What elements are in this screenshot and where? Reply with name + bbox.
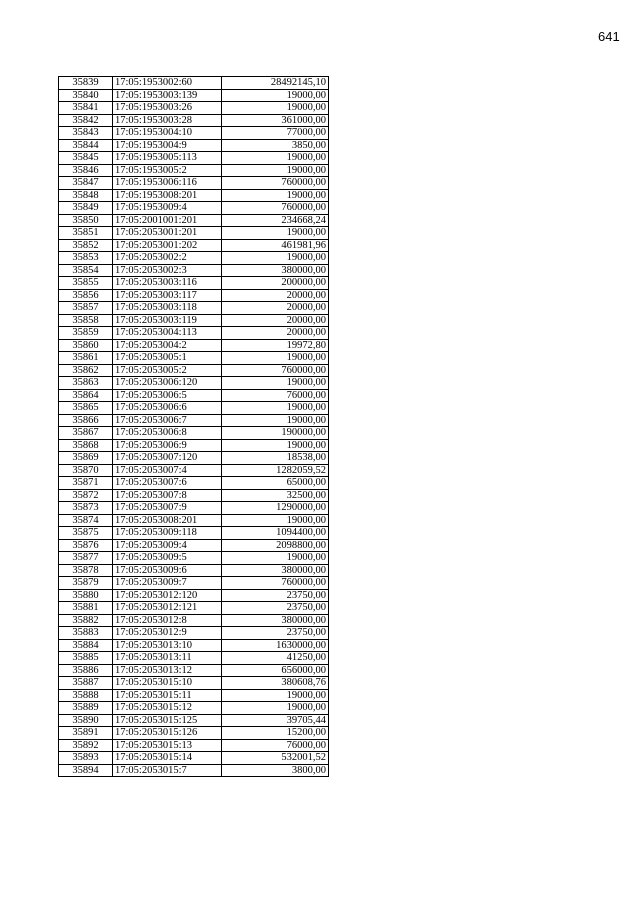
table-row: [59, 352, 329, 365]
cadastral-code-cell: 17:05:2053003:116: [113, 277, 222, 290]
row-number-cell: 35868: [59, 439, 113, 452]
table-row: [59, 614, 329, 627]
row-number-cell: 35870: [59, 464, 113, 477]
cadastral-code-cell: 17:05:1953004:9: [113, 139, 222, 152]
table-row: [59, 139, 329, 152]
table-row: [59, 227, 329, 240]
table-row: [59, 402, 329, 415]
row-number-cell: 35853: [59, 252, 113, 265]
table-row: [59, 214, 329, 227]
amount-cell: 1630000,00: [222, 639, 329, 652]
amount-cell: 2098800,00: [222, 539, 329, 552]
cadastral-code-cell: 17:05:2053009:7: [113, 577, 222, 590]
cadastral-code-cell: 17:05:1953003:28: [113, 114, 222, 127]
cadastral-code-cell: 17:05:1953006:116: [113, 177, 222, 190]
amount-cell: 19000,00: [222, 164, 329, 177]
cadastral-code-cell: 17:05:2053015:12: [113, 702, 222, 715]
row-number-cell: 35859: [59, 327, 113, 340]
amount-cell: 19000,00: [222, 352, 329, 365]
cadastral-code-cell: 17:05:2053009:6: [113, 564, 222, 577]
cadastral-code-cell: 17:05:2053002:2: [113, 252, 222, 265]
table-row: [59, 114, 329, 127]
amount-cell: 656000,00: [222, 664, 329, 677]
table-row: [59, 89, 329, 102]
amount-cell: 190000,00: [222, 427, 329, 440]
amount-cell: 20000,00: [222, 302, 329, 315]
cadastral-code-cell: 17:05:2053006:120: [113, 377, 222, 390]
row-number-cell: 35893: [59, 752, 113, 765]
table-row: [59, 427, 329, 440]
row-number-cell: 35874: [59, 514, 113, 527]
cadastral-code-cell: 17:05:2053005:1: [113, 352, 222, 365]
row-number-cell: 35871: [59, 477, 113, 490]
cadastral-code-cell: 17:05:1953005:113: [113, 152, 222, 165]
amount-cell: 77000,00: [222, 127, 329, 140]
cadastral-code-cell: 17:05:2053003:119: [113, 314, 222, 327]
cadastral-code-cell: 17:05:2053012:9: [113, 627, 222, 640]
table-row: [59, 527, 329, 540]
cadastral-code-cell: 17:05:1953009:4: [113, 202, 222, 215]
cadastral-code-cell: 17:05:2053001:202: [113, 239, 222, 252]
table-row: [59, 277, 329, 290]
row-number-cell: 35856: [59, 289, 113, 302]
cadastral-code-cell: 17:05:2053004:113: [113, 327, 222, 340]
table-row: [59, 439, 329, 452]
table-row: [59, 152, 329, 165]
cadastral-code-cell: 17:05:2053007:4: [113, 464, 222, 477]
table-row: [59, 652, 329, 665]
amount-cell: 15200,00: [222, 727, 329, 740]
table-row: [59, 464, 329, 477]
table-row: [59, 339, 329, 352]
amount-cell: 760000,00: [222, 577, 329, 590]
table-row: [59, 239, 329, 252]
row-number-cell: 35883: [59, 627, 113, 640]
row-number-cell: 35843: [59, 127, 113, 140]
table-row: [59, 589, 329, 602]
amount-cell: 380000,00: [222, 614, 329, 627]
cadastral-code-cell: 17:05:1953008:201: [113, 189, 222, 202]
row-number-cell: 35862: [59, 364, 113, 377]
row-number-cell: 35890: [59, 714, 113, 727]
data-table: [58, 76, 329, 777]
table-row: [59, 327, 329, 340]
row-number-cell: 35839: [59, 77, 113, 90]
row-number-cell: 35888: [59, 689, 113, 702]
amount-cell: 20000,00: [222, 327, 329, 340]
cadastral-code-cell: 17:05:2053006:8: [113, 427, 222, 440]
amount-cell: 19000,00: [222, 702, 329, 715]
amount-cell: 3800,00: [222, 764, 329, 777]
table-row: [59, 764, 329, 777]
table-row: [59, 752, 329, 765]
amount-cell: 3850,00: [222, 139, 329, 152]
amount-cell: 380608,76: [222, 677, 329, 690]
cadastral-code-cell: 17:05:2053003:118: [113, 302, 222, 315]
row-number-cell: 35892: [59, 739, 113, 752]
amount-cell: 200000,00: [222, 277, 329, 290]
cadastral-code-cell: 17:05:2053012:120: [113, 589, 222, 602]
row-number-cell: 35841: [59, 102, 113, 115]
amount-cell: 1290000,00: [222, 502, 329, 515]
cadastral-code-cell: 17:05:2053003:117: [113, 289, 222, 302]
table-row: [59, 639, 329, 652]
row-number-cell: 35875: [59, 527, 113, 540]
amount-cell: 19000,00: [222, 102, 329, 115]
table-row: [59, 502, 329, 515]
row-number-cell: 35855: [59, 277, 113, 290]
row-number-cell: 35878: [59, 564, 113, 577]
cadastral-code-cell: 17:05:2053013:12: [113, 664, 222, 677]
cadastral-code-cell: 17:05:2053015:126: [113, 727, 222, 740]
cadastral-code-cell: 17:05:2053007:9: [113, 502, 222, 515]
cadastral-code-cell: 17:05:2053007:8: [113, 489, 222, 502]
cadastral-code-cell: 17:05:2053001:201: [113, 227, 222, 240]
amount-cell: 19000,00: [222, 377, 329, 390]
row-number-cell: 35861: [59, 352, 113, 365]
table-row: [59, 602, 329, 615]
table-row: [59, 739, 329, 752]
table-row: [59, 452, 329, 465]
table-row: [59, 627, 329, 640]
row-number-cell: 35886: [59, 664, 113, 677]
row-number-cell: 35857: [59, 302, 113, 315]
cadastral-code-cell: 17:05:2053005:2: [113, 364, 222, 377]
row-number-cell: 35863: [59, 377, 113, 390]
table-row: [59, 389, 329, 402]
row-number-cell: 35882: [59, 614, 113, 627]
amount-cell: 19000,00: [222, 514, 329, 527]
table-row: [59, 714, 329, 727]
row-number-cell: 35877: [59, 552, 113, 565]
cadastral-code-cell: 17:05:2053013:11: [113, 652, 222, 665]
cadastral-code-cell: 17:05:2053015:14: [113, 752, 222, 765]
cadastral-code-cell: 17:05:1953003:139: [113, 89, 222, 102]
amount-cell: 39705,44: [222, 714, 329, 727]
cadastral-code-cell: 17:05:2053009:5: [113, 552, 222, 565]
amount-cell: 18538,00: [222, 452, 329, 465]
table-row: [59, 539, 329, 552]
amount-cell: 23750,00: [222, 627, 329, 640]
cadastral-code-cell: 17:05:1953002:60: [113, 77, 222, 90]
amount-cell: 1282059,52: [222, 464, 329, 477]
row-number-cell: 35849: [59, 202, 113, 215]
amount-cell: 19000,00: [222, 439, 329, 452]
cadastral-code-cell: 17:05:2053015:7: [113, 764, 222, 777]
amount-cell: 760000,00: [222, 177, 329, 190]
cadastral-code-cell: 17:05:2053012:121: [113, 602, 222, 615]
amount-cell: 76000,00: [222, 389, 329, 402]
row-number-cell: 35889: [59, 702, 113, 715]
amount-cell: 19000,00: [222, 89, 329, 102]
amount-cell: 20000,00: [222, 314, 329, 327]
amount-cell: 20000,00: [222, 289, 329, 302]
row-number-cell: 35860: [59, 339, 113, 352]
row-number-cell: 35858: [59, 314, 113, 327]
cadastral-code-cell: 17:05:1953003:26: [113, 102, 222, 115]
row-number-cell: 35891: [59, 727, 113, 740]
table-row: [59, 314, 329, 327]
row-number-cell: 35842: [59, 114, 113, 127]
row-number-cell: 35845: [59, 152, 113, 165]
amount-cell: 19000,00: [222, 689, 329, 702]
cadastral-code-cell: 17:05:1953004:10: [113, 127, 222, 140]
table-row: [59, 677, 329, 690]
table-row: [59, 377, 329, 390]
cadastral-code-cell: 17:05:2053008:201: [113, 514, 222, 527]
amount-cell: 760000,00: [222, 202, 329, 215]
row-number-cell: 35880: [59, 589, 113, 602]
cadastral-code-cell: 17:05:2053006:6: [113, 402, 222, 415]
table-body: [59, 77, 329, 777]
row-number-cell: 35887: [59, 677, 113, 690]
row-number-cell: 35876: [59, 539, 113, 552]
row-number-cell: 35879: [59, 577, 113, 590]
amount-cell: 19972,80: [222, 339, 329, 352]
table-row: [59, 202, 329, 215]
amount-cell: 380000,00: [222, 564, 329, 577]
amount-cell: 461981,96: [222, 239, 329, 252]
cadastral-code-cell: 17:05:2001001:201: [113, 214, 222, 227]
table-row: [59, 177, 329, 190]
row-number-cell: 35867: [59, 427, 113, 440]
table-row: [59, 552, 329, 565]
row-number-cell: 35846: [59, 164, 113, 177]
cadastral-code-cell: 17:05:2053004:2: [113, 339, 222, 352]
row-number-cell: 35894: [59, 764, 113, 777]
amount-cell: 65000,00: [222, 477, 329, 490]
amount-cell: 19000,00: [222, 252, 329, 265]
amount-cell: 41250,00: [222, 652, 329, 665]
amount-cell: 19000,00: [222, 152, 329, 165]
table-row: [59, 477, 329, 490]
table-row: [59, 664, 329, 677]
amount-cell: 1094400,00: [222, 527, 329, 540]
cadastral-code-cell: 17:05:2053015:13: [113, 739, 222, 752]
cadastral-code-cell: 17:05:2053006:7: [113, 414, 222, 427]
cadastral-code-cell: 17:05:1953005:2: [113, 164, 222, 177]
table-row: [59, 414, 329, 427]
amount-cell: 19000,00: [222, 189, 329, 202]
amount-cell: 234668,24: [222, 214, 329, 227]
amount-cell: 760000,00: [222, 364, 329, 377]
amount-cell: 361000,00: [222, 114, 329, 127]
amount-cell: 19000,00: [222, 414, 329, 427]
row-number-cell: 35840: [59, 89, 113, 102]
amount-cell: 19000,00: [222, 227, 329, 240]
cadastral-code-cell: 17:05:2053007:120: [113, 452, 222, 465]
cadastral-code-cell: 17:05:2053002:3: [113, 264, 222, 277]
cadastral-code-cell: 17:05:2053006:9: [113, 439, 222, 452]
cadastral-code-cell: 17:05:2053009:4: [113, 539, 222, 552]
cadastral-code-cell: 17:05:2053015:10: [113, 677, 222, 690]
table-row: [59, 102, 329, 115]
cadastral-code-cell: 17:05:2053015:125: [113, 714, 222, 727]
table-row: [59, 252, 329, 265]
table-row: [59, 364, 329, 377]
row-number-cell: 35866: [59, 414, 113, 427]
row-number-cell: 35850: [59, 214, 113, 227]
amount-cell: 23750,00: [222, 589, 329, 602]
amount-cell: 19000,00: [222, 552, 329, 565]
row-number-cell: 35844: [59, 139, 113, 152]
cadastral-code-cell: 17:05:2053015:11: [113, 689, 222, 702]
row-number-cell: 35864: [59, 389, 113, 402]
table-row: [59, 302, 329, 315]
table-row: [59, 577, 329, 590]
amount-cell: 19000,00: [222, 402, 329, 415]
amount-cell: 28492145,10: [222, 77, 329, 90]
table-row: [59, 564, 329, 577]
cadastral-code-cell: 17:05:2053013:10: [113, 639, 222, 652]
row-number-cell: 35854: [59, 264, 113, 277]
table-row: [59, 689, 329, 702]
table-row: [59, 164, 329, 177]
table-row: [59, 514, 329, 527]
row-number-cell: 35851: [59, 227, 113, 240]
amount-cell: 76000,00: [222, 739, 329, 752]
table-row: [59, 727, 329, 740]
row-number-cell: 35885: [59, 652, 113, 665]
cadastral-code-cell: 17:05:2053006:5: [113, 389, 222, 402]
page-number: 641: [598, 29, 620, 44]
row-number-cell: 35884: [59, 639, 113, 652]
row-number-cell: 35848: [59, 189, 113, 202]
cadastral-code-cell: 17:05:2053012:8: [113, 614, 222, 627]
table-row: [59, 189, 329, 202]
cadastral-code-cell: 17:05:2053009:118: [113, 527, 222, 540]
row-number-cell: 35869: [59, 452, 113, 465]
amount-cell: 32500,00: [222, 489, 329, 502]
amount-cell: 380000,00: [222, 264, 329, 277]
table-row: [59, 702, 329, 715]
table-row: [59, 264, 329, 277]
amount-cell: 23750,00: [222, 602, 329, 615]
table-row: [59, 127, 329, 140]
row-number-cell: 35865: [59, 402, 113, 415]
row-number-cell: 35873: [59, 502, 113, 515]
row-number-cell: 35852: [59, 239, 113, 252]
table-row: [59, 489, 329, 502]
row-number-cell: 35847: [59, 177, 113, 190]
table-row: [59, 289, 329, 302]
table-row: [59, 77, 329, 90]
row-number-cell: 35872: [59, 489, 113, 502]
cadastral-code-cell: 17:05:2053007:6: [113, 477, 222, 490]
row-number-cell: 35881: [59, 602, 113, 615]
amount-cell: 532001,52: [222, 752, 329, 765]
